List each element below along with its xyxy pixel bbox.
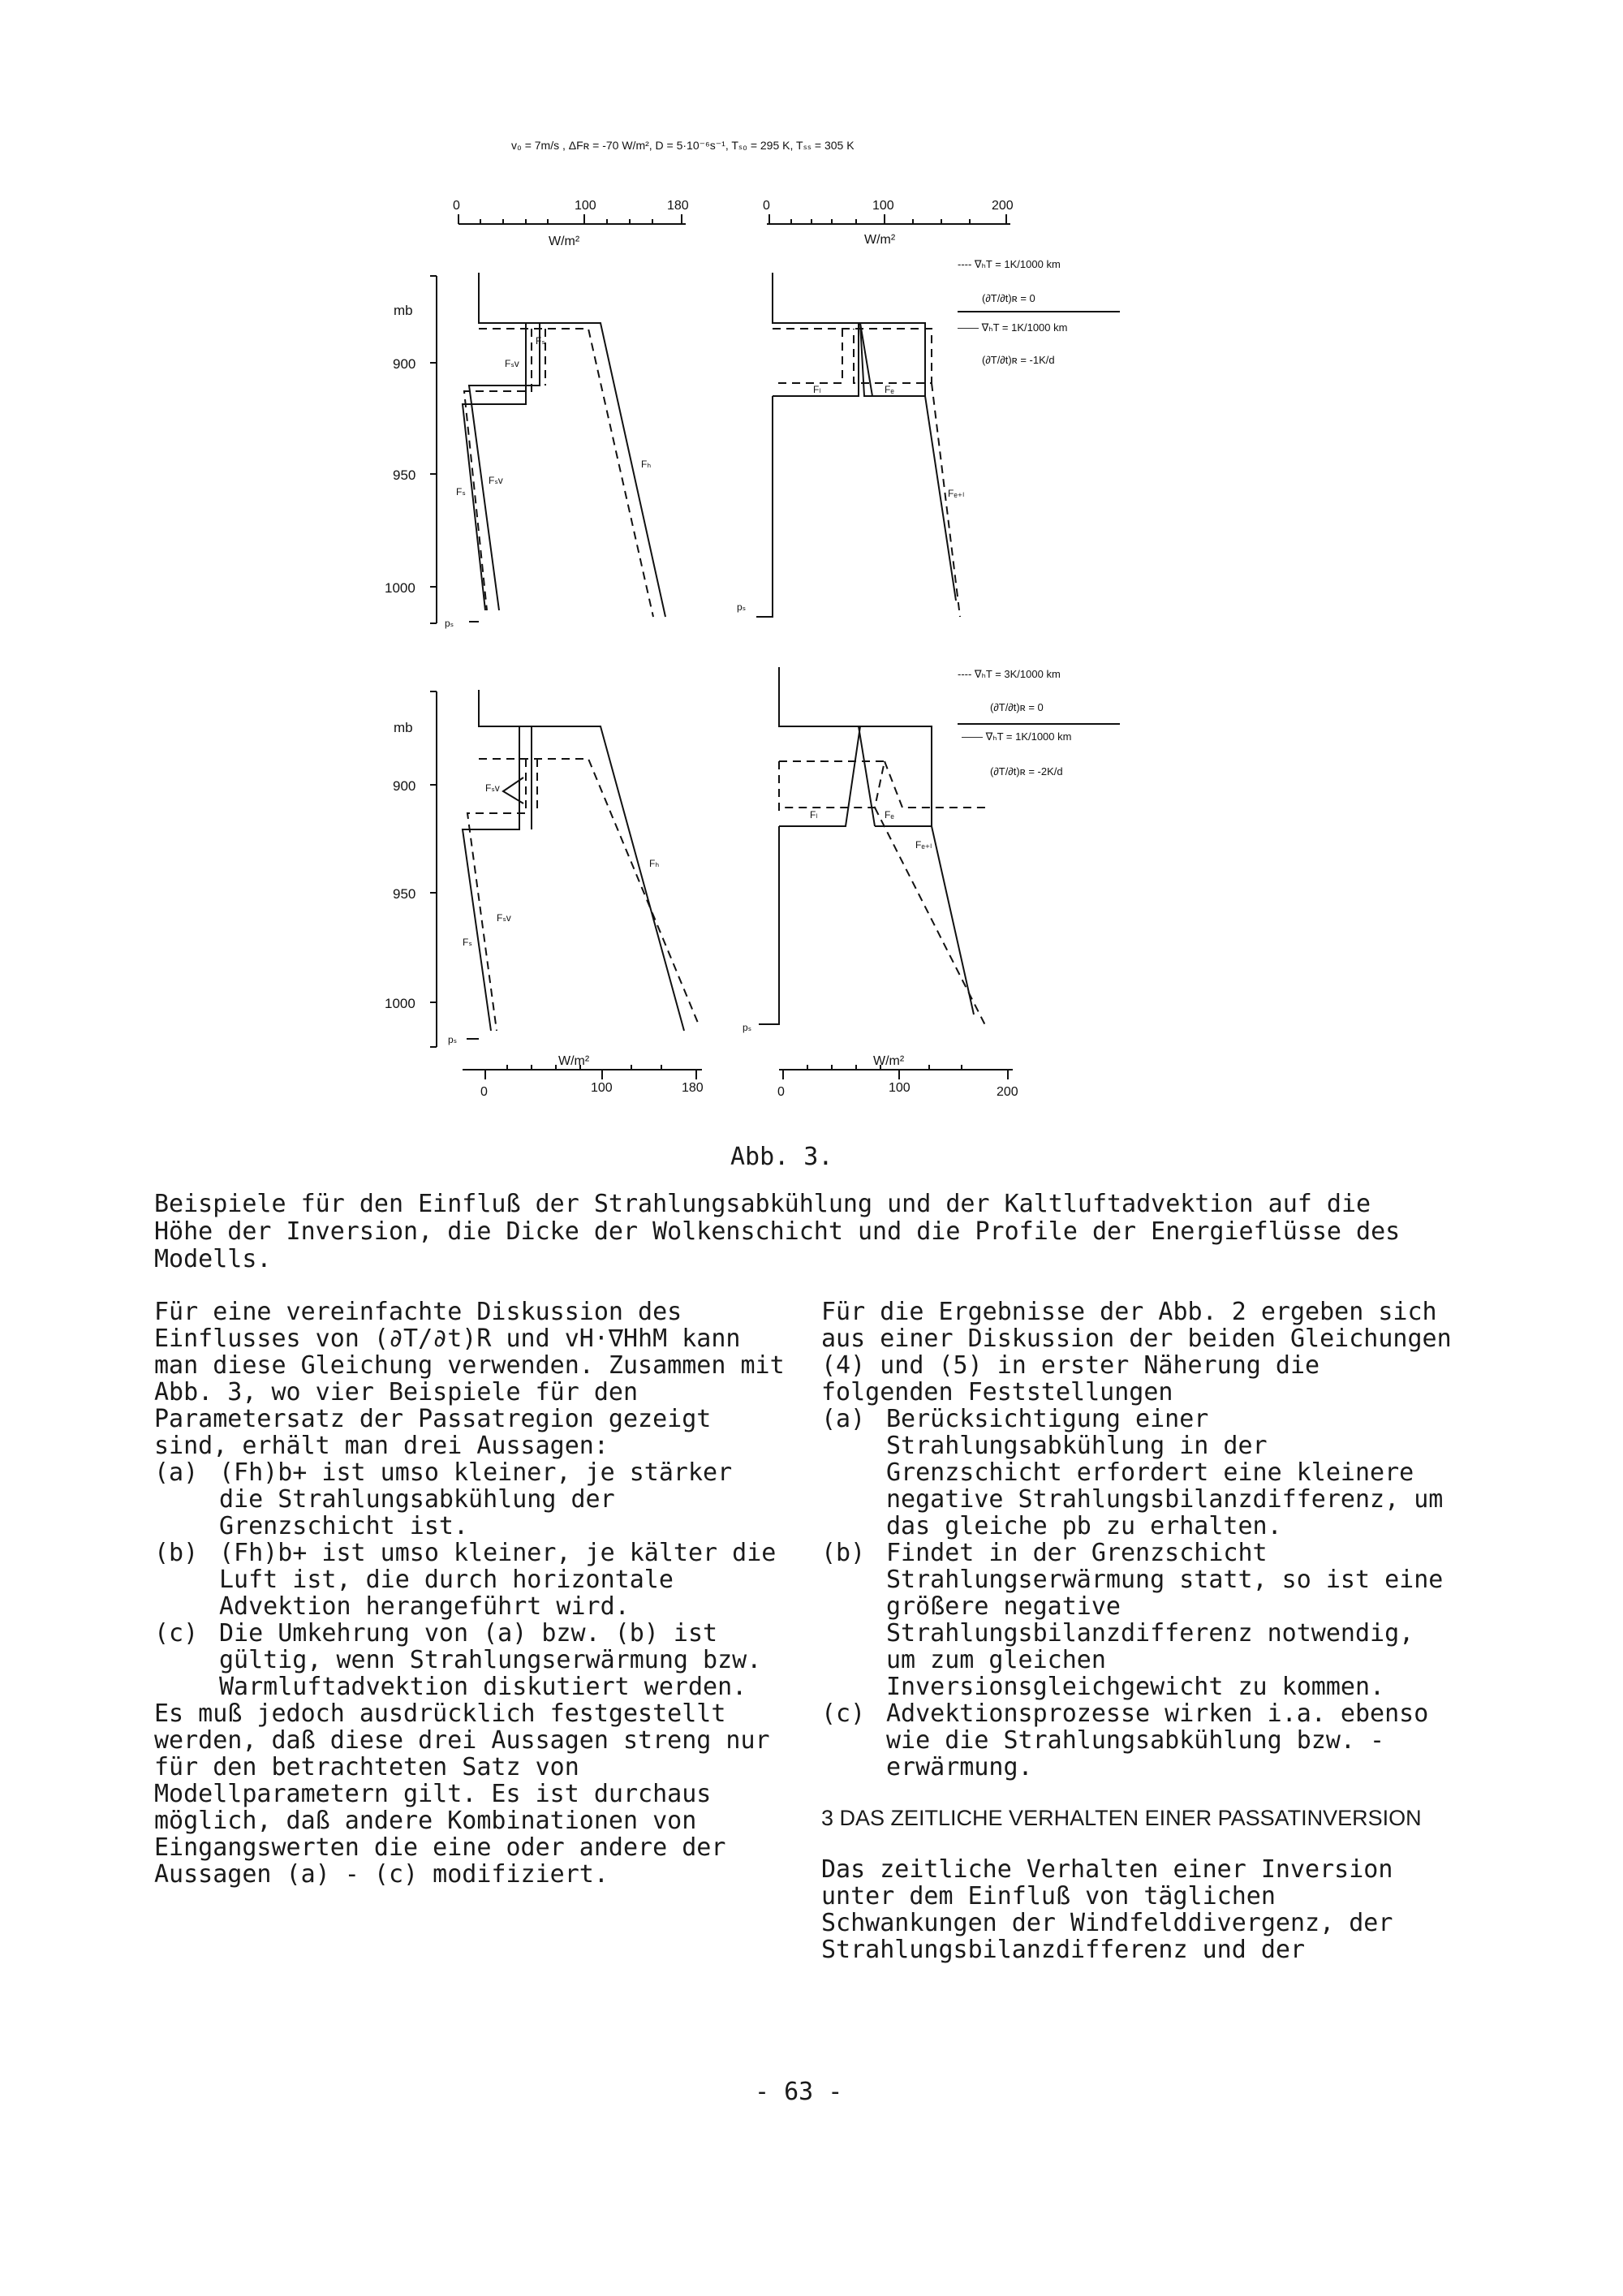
- top-right-tick-100: 100: [872, 199, 894, 213]
- list-text: Findet in der Grenzschicht Strahlungserwärmung statt, so ist eine größere negative Strahlungsbilanzdifferenz notwendig, um zum gleichen Inversionsgleichgewicht zu kommen.: [886, 1539, 1444, 1701]
- label-Fsv2-bottom: Fₛv: [497, 912, 511, 924]
- left-intro: Für eine vereinfachte Diskussion des Einflusses von (∂T/∂t)R und vH·∇HhM kann man diese Gleichung verwenden. Zusammen mit Abb. 3, wo vier Beispiele für den Parametersatz der Passatregion gezeigt sind, erhält man drei Aussagen:: [154, 1298, 785, 1460]
- label-Fsv-bottom: Fₛv: [485, 782, 500, 794]
- top-right-unit: W/m²: [864, 233, 896, 247]
- label-ps-bottom-right: pₛ: [743, 1022, 752, 1033]
- label-Fs-bottom: Fₛ: [463, 937, 472, 948]
- top-axis-right: [767, 214, 1010, 224]
- top-left-tick-100: 100: [575, 199, 596, 213]
- panel-top-left: [463, 273, 665, 622]
- page-number: - 63 -: [755, 2078, 843, 2106]
- y-tick-1000-top: 1000: [385, 580, 415, 596]
- bottom-right-tick-100: 100: [889, 1081, 911, 1095]
- list-item: [154, 1620, 787, 1700]
- figure-caption-text: Beispiele für den Einfluß der Strahlungsabkühlung und der Kaltluftadvektion auf die Höhe der Inversion, die Dicke der Wolkenschicht und die Profile der Energieflüsse des Modells.: [154, 1190, 1401, 1273]
- label-ps-top-right: pₛ: [737, 601, 747, 613]
- bottom-left-tick-180: 180: [682, 1081, 704, 1095]
- list-label: (b): [154, 1539, 199, 1567]
- top-right-tick-0: 0: [763, 199, 770, 213]
- list-text: (Fh)b+ ist umso kleiner, je stärker die Strahlungsabkühlung der Grenzschicht ist.: [219, 1458, 733, 1540]
- label-Fsv2-top: Fₛv: [489, 475, 503, 486]
- right-column: [821, 1299, 1454, 1963]
- y-tick-950-top: 950: [393, 467, 416, 483]
- bottom-right-tick-200: 200: [997, 1085, 1018, 1099]
- bottom-left-unit: W/m²: [558, 1054, 590, 1068]
- list-item: [821, 1700, 1454, 1781]
- label-Fl-bottom: Fₗ: [810, 809, 818, 821]
- top-left-tick-0: 0: [453, 199, 460, 213]
- label-Fql-top: Fₑ₊ₗ: [948, 488, 965, 499]
- label-Fs2-top: Fₛ: [456, 486, 466, 498]
- legend-bottom-solid-rate: (∂T/∂t)ʀ = -2K/d: [990, 765, 1063, 778]
- bottom-right-tick-0: 0: [777, 1085, 785, 1099]
- y-tick-950-bottom: 950: [393, 886, 416, 902]
- legend-top: [958, 258, 1120, 366]
- section-text: Das zeitliche Verhalten einer Inversion unter dem Einfluß von täglichen Schwankungen der Windfelddivergenz, der Strahlungsbilanzdifferenz und der: [821, 1855, 1393, 1964]
- y-label-bottom: mb: [394, 720, 413, 735]
- legend-top-dashed-rate: (∂T/∂t)ʀ = 0: [982, 292, 1035, 304]
- label-ps-top-left: pₛ: [445, 618, 454, 629]
- label-Fs-top: Fₛ: [536, 335, 545, 347]
- list-label: (c): [154, 1619, 199, 1648]
- legend-top-solid: —— ∇ₕT = 1K/1000 km: [958, 321, 1068, 334]
- right-intro: Für die Ergebnisse der Abb. 2 ergeben sich aus einer Diskussion der beiden Gleichungen (4) und (5) in erster Näherung die folgenden Feststellungen: [821, 1298, 1452, 1406]
- list-label: (a): [821, 1405, 866, 1433]
- y-label-top: mb: [394, 303, 413, 318]
- label-Fql-bottom: Fₑ₊ₗ: [915, 839, 932, 851]
- list-text: Berücksichtigung einer Strahlungsabkühlung in der Grenzschicht erfordert eine kleinere negative Strahlungsbilanzdifferenz, um das gleiche pb zu erhalten.: [886, 1405, 1444, 1540]
- list-label: (a): [154, 1458, 199, 1487]
- figure-caption-title: Abb. 3.: [730, 1143, 833, 1171]
- label-Fh-top: Fₕ: [641, 459, 652, 470]
- label-Fsv-top: Fₛv: [505, 358, 519, 369]
- list-label: (c): [821, 1699, 866, 1728]
- y-axis-bottom: [430, 691, 437, 1047]
- legend-bottom-dashed: ---- ∇ₕT = 3K/1000 km: [958, 668, 1061, 680]
- list-item: [154, 1459, 787, 1540]
- figure-params: v₀ = 7m/s , ΔFʀ = -70 W/m², D = 5·10⁻⁶s⁻¹, Tₛ₀ = 295 K, Tₛₛ = 305 K: [511, 139, 855, 152]
- list-item: [821, 1406, 1454, 1540]
- section-heading: 3 DAS ZEITLICHE VERHALTEN EINER PASSATINVERSION: [821, 1806, 1422, 1830]
- legend-bottom: [958, 668, 1120, 778]
- list-item: [821, 1540, 1454, 1700]
- list-text: Advektionsprozesse wirken i.a. ebenso wie die Strahlungsabkühlung bzw. -erwärmung.: [886, 1699, 1429, 1781]
- panel-bottom-left: [463, 690, 700, 1039]
- top-left-tick-180: 180: [667, 199, 689, 213]
- label-Fq-bottom: Fₑ: [885, 809, 894, 821]
- list-text: Die Umkehrung von (a) bzw. (b) ist gültig, wenn Strahlungserwärmung bzw. Warmluftadvektion diskutiert werden.: [219, 1619, 762, 1701]
- legend-bottom-solid: —— ∇ₕT = 1K/1000 km: [962, 730, 1072, 743]
- left-closing: Es muß jedoch ausdrücklich festgestellt werden, daß diese drei Aussagen streng nur für den betrachteten Satz von Modellparametern gilt. Es ist durchaus möglich, daß andere Kombinationen von Eingangswerten die eine oder andere der Aussagen (a) - (c) modifiziert.: [154, 1699, 770, 1889]
- bottom-right-unit: W/m²: [873, 1054, 905, 1068]
- legend-bottom-dashed-rate: (∂T/∂t)ʀ = 0: [990, 701, 1044, 713]
- bottom-left-tick-0: 0: [480, 1085, 488, 1099]
- y-axis-top: [430, 276, 437, 623]
- y-tick-900-bottom: 900: [393, 778, 416, 794]
- legend-top-dashed: ---- ∇ₕT = 1K/1000 km: [958, 258, 1061, 270]
- label-Fh-bottom: Fₕ: [649, 858, 660, 869]
- label-Fq-top: Fₑ: [885, 384, 894, 395]
- bottom-left-tick-100: 100: [591, 1081, 613, 1095]
- top-right-tick-200: 200: [992, 199, 1014, 213]
- label-ps-bottom-left: pₛ: [448, 1034, 458, 1045]
- label-Fl-top: Fₗ: [813, 384, 821, 395]
- y-tick-1000-bottom: 1000: [385, 996, 415, 1011]
- panel-top-right: [756, 273, 960, 617]
- figure-abb-3: [0, 0, 1623, 1136]
- left-column: [154, 1299, 787, 1888]
- list-text: (Fh)b+ ist umso kleiner, je kälter die Luft ist, die durch horizontale Advektion herangeführt wird.: [219, 1539, 777, 1621]
- y-tick-900-top: 900: [393, 356, 416, 372]
- legend-top-solid-rate: (∂T/∂t)ʀ = -1K/d: [982, 354, 1055, 366]
- top-axis-left: [458, 214, 686, 224]
- list-item: [154, 1540, 787, 1620]
- list-label: (b): [821, 1539, 866, 1567]
- panel-bottom-right: [759, 667, 986, 1027]
- top-left-unit: W/m²: [549, 235, 580, 248]
